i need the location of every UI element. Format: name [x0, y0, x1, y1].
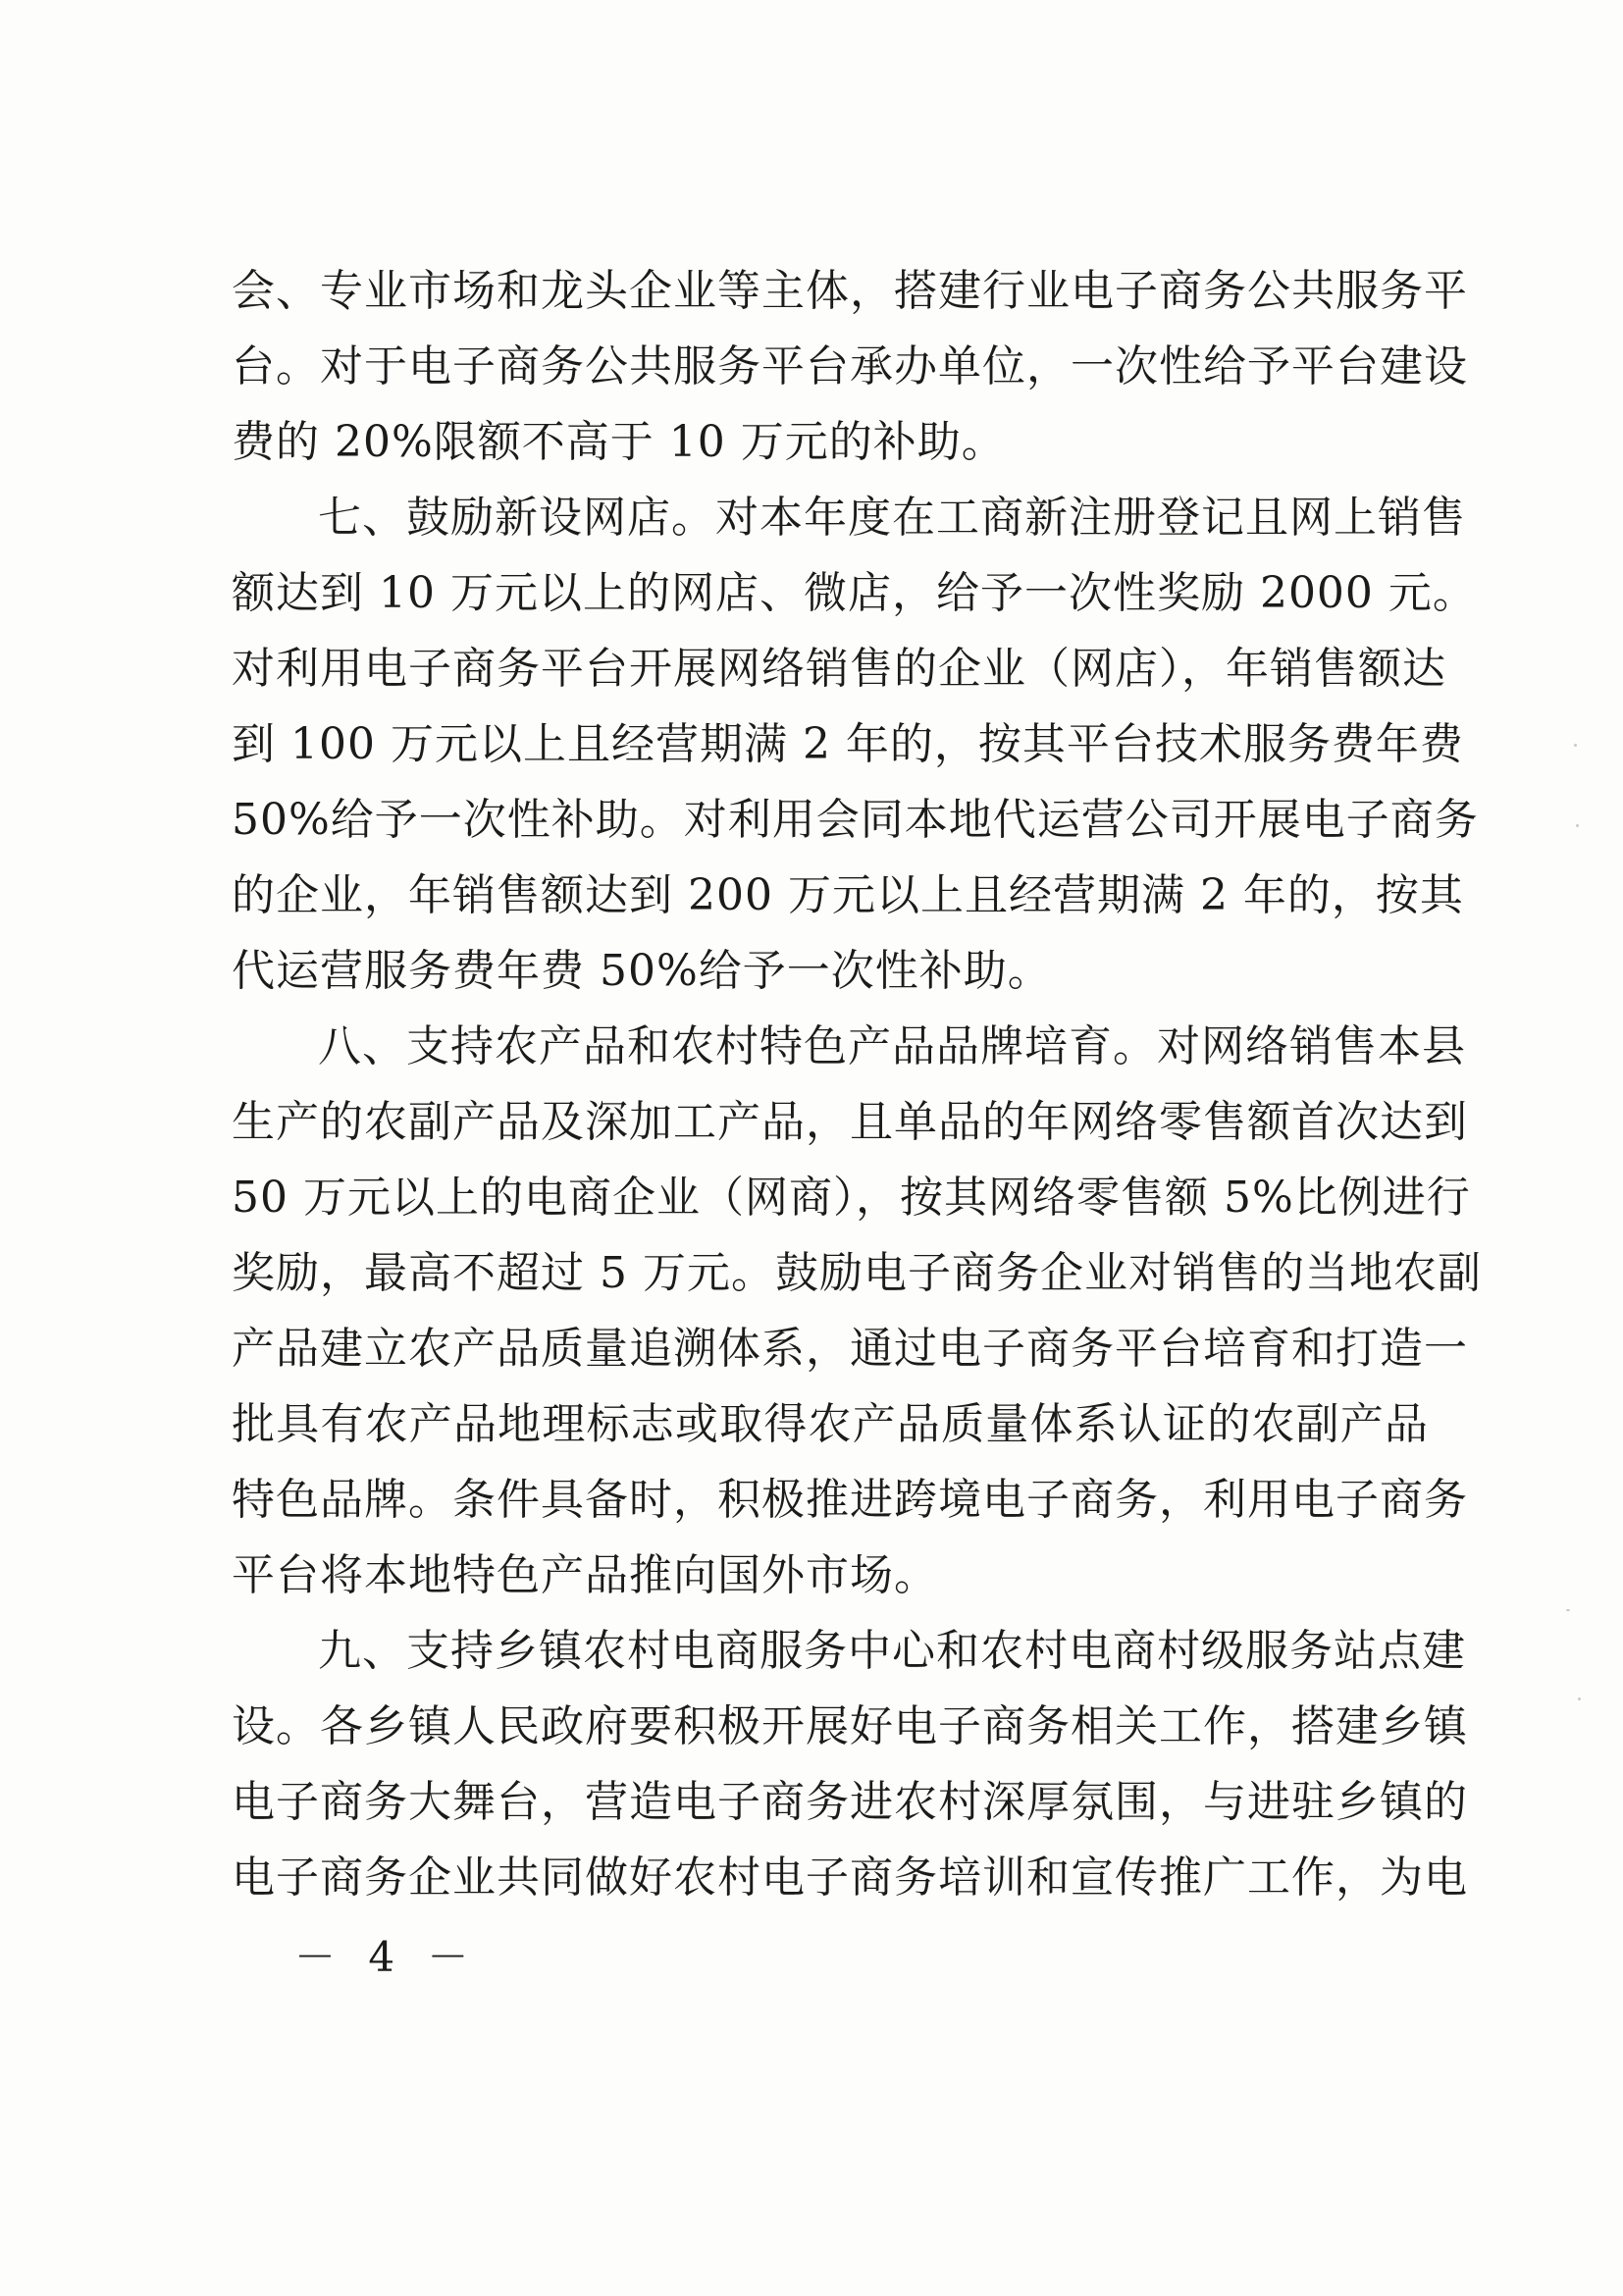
section-8-heading-line: 八、支持农产品和农村特色产品品牌培育。对网络销售本县	[318, 1021, 1466, 1071]
text-line: 的企业，年销售额达到 200 万元以上且经营期满 2 年的，按其	[232, 870, 1464, 920]
text-line: 对利用电子商务平台开展网络销售的企业（网店），年销售额达	[232, 644, 1446, 694]
document-body	[232, 253, 1482, 1915]
scan-speck	[1574, 744, 1577, 747]
text-line: 代运营服务费年费 50%给予一次性补助。	[232, 946, 1052, 996]
page-number: － 4 －	[294, 1933, 479, 1981]
text-line: 台。对于电子商务公共服务平台承办单位，一次性给予平台建设	[232, 341, 1468, 391]
text-line: 50%给予一次性补助。对利用会同本地代运营公司开展电子商务	[232, 795, 1479, 845]
scan-speck	[1566, 1609, 1570, 1611]
section-9-heading-line: 九、支持乡镇农村电商服务中心和农村电商村级服务站点建	[318, 1626, 1466, 1676]
text-line: 会、专业市场和龙头企业等主体，搭建行业电子商务公共服务平	[232, 266, 1468, 316]
text-line: 50 万元以上的电商企业（网商），按其网络零售额 5%比例进行	[232, 1173, 1471, 1223]
text-line: 设。各乡镇人民政府要积极开展好电子商务相关工作，搭建乡镇	[232, 1701, 1468, 1751]
text-line: 电子商务企业共同做好农村电子商务培训和宣传推广工作，为电	[232, 1852, 1468, 1903]
text-line: 到 100 万元以上且经营期满 2 年的，按其平台技术服务费年费	[232, 719, 1464, 769]
text-line: 额达到 10 万元以上的网店、微店，给予一次性奖励 2000 元。	[232, 568, 1477, 618]
text-line: 产品建立农产品质量追溯体系，通过电子商务平台培育和打造一	[232, 1324, 1468, 1374]
text-line: 电子商务大舞台，营造电子商务进农村深厚氛围，与进驻乡镇的	[232, 1777, 1468, 1827]
text-line: 批具有农产品地理标志或取得农产品质量体系认证的农副产品	[232, 1399, 1429, 1449]
text-line: 平台将本地特色产品推向国外市场。	[232, 1550, 938, 1600]
text-line: 生产的农副产品及深加工产品，且单品的年网络零售额首次达到	[232, 1097, 1468, 1147]
text-line: 特色品牌。条件具备时，积极推进跨境电子商务，利用电子商务	[232, 1475, 1468, 1525]
section-7-heading-line: 七、鼓励新设网店。对本年度在工商新注册登记且网上销售	[318, 493, 1466, 543]
scan-speck	[1576, 824, 1579, 827]
text-line: 奖励，最高不超过 5 万元。鼓励电子商务企业对销售的当地农副	[232, 1248, 1482, 1298]
text-line: 费的 20%限额不高于 10 万元的补助。	[232, 417, 1006, 467]
scan-speck	[1578, 1697, 1581, 1700]
